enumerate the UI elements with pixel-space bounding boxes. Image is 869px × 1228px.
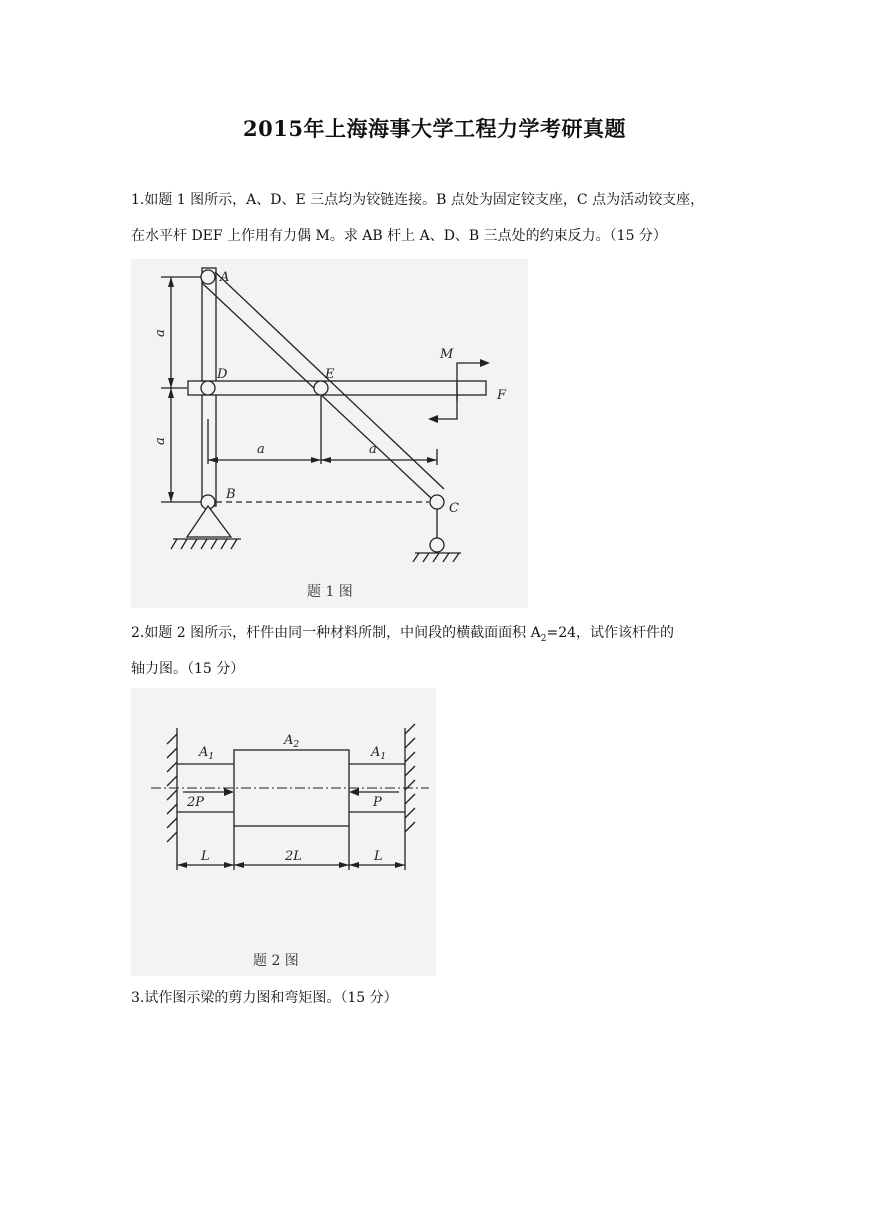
- roller-c: [430, 538, 444, 552]
- label-p: P: [373, 795, 382, 810]
- figure-1: [131, 259, 528, 608]
- dim-label-mid: 2L: [285, 849, 302, 864]
- dim-label-right: L: [374, 849, 383, 864]
- support-b: [187, 506, 231, 537]
- pin-e: [314, 381, 328, 395]
- label-a: A: [220, 270, 230, 285]
- label-d: D: [217, 367, 228, 382]
- q2-text-line1: 2.如题 2 图所示，杆件由同一种材料所制，中间段的横截面面积 $A_2=24$，试作该杆件的: [131, 625, 675, 644]
- figure-2-drawing: [131, 688, 436, 976]
- label-a1-left: $A_1$: [199, 745, 215, 762]
- q2-text-line2: 轴力图。（15 分）: [131, 661, 245, 677]
- pin-a: [201, 270, 215, 284]
- label-c: C: [449, 501, 459, 516]
- label-b: B: [226, 487, 236, 502]
- page-title: 2015年上海海事大学工程力学考研真题: [243, 116, 626, 141]
- label-a2: $A_2$: [284, 733, 300, 750]
- dim-label-left: L: [201, 849, 210, 864]
- dim-label-a-lower: a: [153, 437, 168, 445]
- pin-c: [430, 495, 444, 509]
- label-f: F: [497, 388, 507, 403]
- q3-text-line1: 3.试作图示梁的剪力图和弯矩图。（15 分）: [131, 990, 398, 1006]
- dim-label-a-right: a: [369, 442, 377, 457]
- label-a1-right: $A_1$: [371, 745, 387, 762]
- q2-text-subscript: 2: [540, 633, 547, 644]
- figure-2-caption: 题 2 图: [253, 953, 299, 969]
- label-2p: 2P: [187, 795, 205, 810]
- pin-d: [201, 381, 215, 395]
- figure-2: [131, 688, 436, 976]
- label-m: M: [440, 347, 454, 362]
- q1-text-line2: 在水平杆 DEF 上作用有力偶 M。求 AB 杆上 A、D、B 三点处的约束反力。（15 分）: [131, 228, 667, 244]
- figure-1-caption: 题 1 图: [307, 584, 353, 600]
- label-e: E: [325, 367, 335, 382]
- dim-label-a-left: a: [257, 442, 265, 457]
- dim-label-a-upper: a: [153, 329, 168, 337]
- q1-text-line1: 1.如题 1 图所示，A、D、E 三点均为铰链连接。B 点处为固定铰支座，C 点为活动铰支座，: [131, 192, 705, 208]
- figure-1-drawing: [131, 259, 528, 608]
